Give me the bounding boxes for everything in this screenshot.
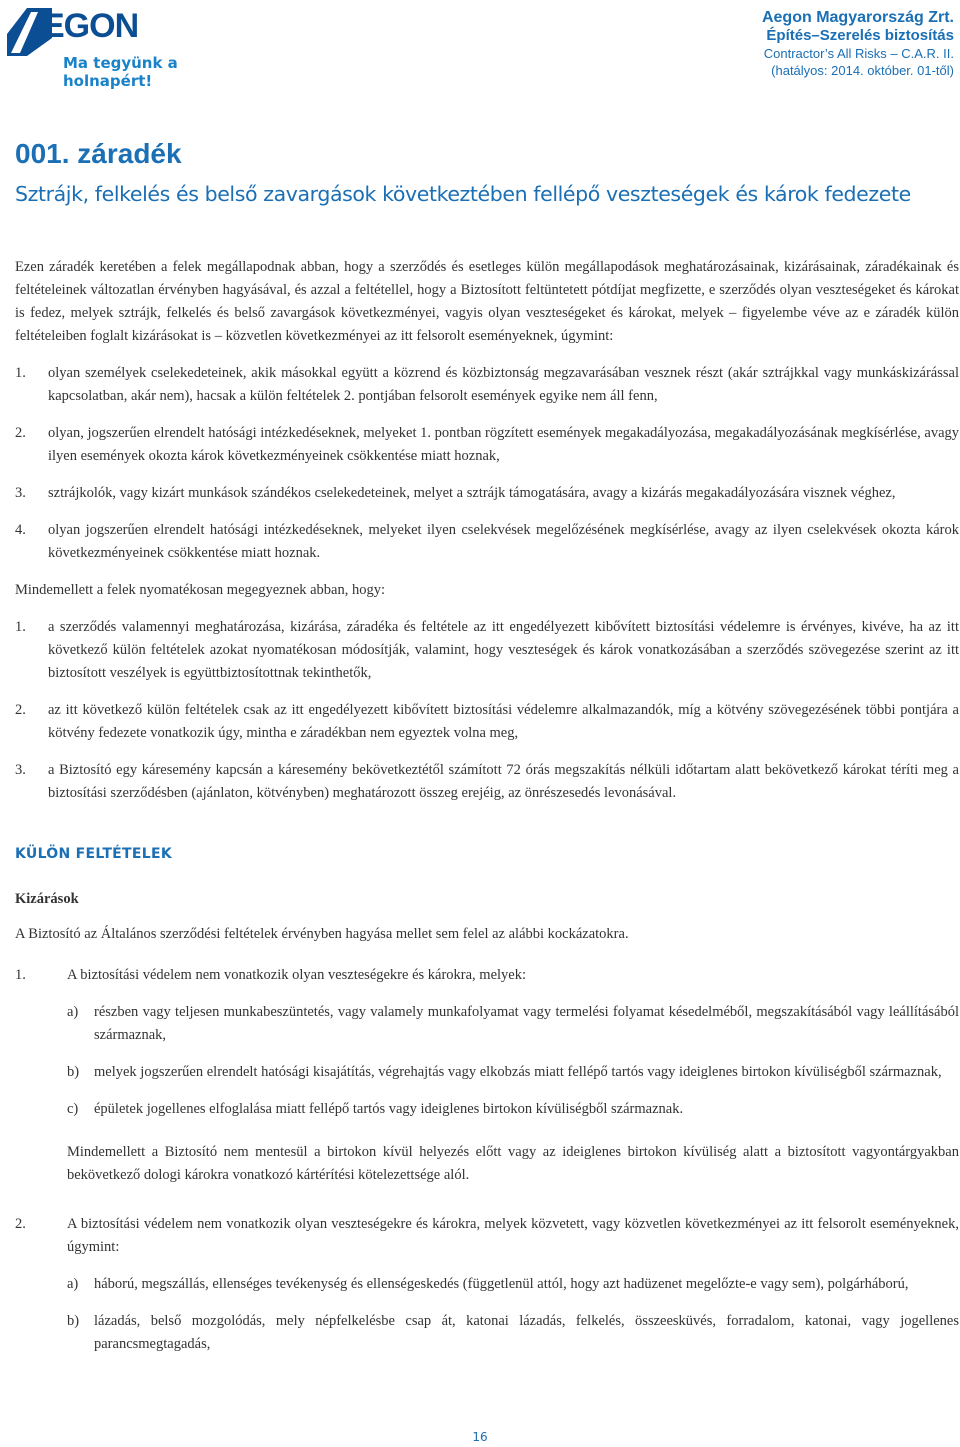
clause-title: Sztrájk, felkelés és belső zavargások következtében fellépő veszteségek és károk fedezete [15,182,911,206]
list-text: a Biztosító egy káresemény kapcsán a káresemény bekövetkeztétől számított 72 órás megszakítás nélküli időtartam alatt bekövetkező károkat téríti meg a biztosítási szerződésben (ajánlaton, kötvényben) meghatározott összeg erejéig, az önrészesedés levonásával. [48,762,959,801]
aegon-logo [0,0,240,90]
page-number: 16 [472,1430,488,1444]
list-item [15,759,959,805]
company-name: Aegon Magyarország Zrt. [761,9,954,26]
logo-text: EGON [42,7,139,45]
list-number: 2. [15,702,26,718]
list-text: olyan személyek cselekedeteinek, akik másokkal együtt a közrend és közbiztonság megzavarásában vesznek részt (akár sztrájkkal vagy munkáskizárással kapcsolatban, akár nem), hacsak a külön feltételek 2. pontjában felsorolt események egyike nem áll fenn, [48,365,959,404]
intro-paragraph: Ezen záradék keretében a felek megállapodnak abban, hogy a szerződés és esetleges külön megállapodások meghatározásainak, kizárásainak, záradékainak és feltételeinek változatlan érvényben hagyásával, és azzal a feltétellel, hogy a Biztosított feltüntetett pótdíjat megfizette, e szerződés olyan veszteségeket és károkat is fedez, melyek sztrájk, felkelés és belső zavargások következményei, vagyis olyan veszteségeket és károkat, melyek – figyelembe véve az e záradék külön feltételeiben foglalt kizárásokat is – közvetlen következményei az itt felsorolt eseményeknek, úgymint: [15,259,959,344]
list-text: olyan jogszerűen elrendelt hatósági intézkedéseknek, melyeket ilyen cselekvések megelőzésének megkísérlése, avagy az ilyen cselekvések okozta károk következményeinek csökkentése miatt hoznak. [48,522,959,561]
list-item [15,699,959,745]
list-item [15,616,959,685]
product-name: Építés–Szerelés biztosítás [766,27,954,44]
exclusion-note: Mindemellett a Biztosító nem mentesül a birtokon kívül helyezés előtt vagy az ideiglenes birtokon kívüliség alatt a biztosított vagyontárgyakban bekövetkező dologi károkra vonatkozó kártérítési kötelezettsége alól. [67,1144,959,1183]
sub-item [15,1310,959,1356]
sub-text: melyek jogszerűen elrendelt hatósági kisajátítás, végrehajtás vagy elkobzás miatt fellépő tartós vagy ideiglenes birtokon kívüliségből származnak, [94,1064,942,1080]
sub-label: a) [67,1276,79,1292]
sub-label: b) [67,1064,80,1080]
document-header-info [762,8,954,79]
sub-item [15,1061,959,1084]
sub-text: épületek jogellenes elfoglalása miatt fellépő tartós vagy ideiglenes birtokon kívüliségből származnak. [94,1101,684,1117]
list-text: a szerződés valamennyi meghatározása, kizárása, záradéka és feltétele az itt engedélyezett kibővített biztosítási védelemre is érvényes, kivéve, ha az itt következő külön feltételek azokat nyomatékosan módosítják, valamint, hogy veszteségek és károk vonatkozásában a szerződés szövegezése szerint az itt biztosított veszélyek is együttbiztosítottnak tekinthetők, [48,619,959,681]
list-number: 2. [15,425,26,441]
list-text: sztrájkolók, vagy kizárt munkások szándékos cselekedeteinek, melyet a sztrájk támogatására, avagy a kizárás megakadályozására visznek véghez, [48,485,896,501]
list-item [15,362,959,408]
agreement-intro: Mindemellett a felek nyomatékosan megegyeznek abban, hogy: [15,582,386,598]
list-text: A biztosítási védelem nem vonatkozik olyan veszteségekre és károkra, melyek: [67,967,527,983]
sub-label: c) [67,1101,79,1117]
list-number: 1. [15,619,26,635]
exclusions-heading: Kizárások [15,891,79,907]
list-number: 4. [15,522,26,538]
exclusion-item [15,964,959,987]
document-body [15,256,959,1370]
list-text: az itt következő külön feltételek csak az itt engedélyezett kibővített biztosítási védelemre alkalmazandók, míg a kötvény szövegezésének többi pontjára a kötvény fedezete vonatkozik úgy, mintha e záradékban nem egyeztek volna meg, [48,702,959,741]
sub-text: lázadás, belső mozgolódás, mely népfelkelésbe csap át, katonai lázadás, felkelés, összeesküvés, forradalom, katonai, vagy jogellenes parancsmegtagadás, [94,1313,959,1352]
list-text: olyan, jogszerűen elrendelt hatósági intézkedéseknek, melyeket 1. pontban rögzített események megakadályozása, megakadályozásának megkísérlése, avagy ilyen események okozta károk következményeinek csökkentése miatt hoznak, [48,425,959,464]
exclusions-intro: A Biztosító az Általános szerződési feltételek érvényben hagyása mellet sem felel az alábbi kockázatokra. [15,926,629,942]
list-number: 2. [15,1216,26,1232]
list-item [15,519,959,565]
effective-date: (hatályos: 2014. október. 01-től) [771,63,954,78]
list-number: 1. [15,365,26,381]
sub-item [15,1273,959,1296]
list-text: A biztosítási védelem nem vonatkozik olyan veszteségekre és károkra, melyek közvetett, vagy közvetlen következményei az itt felsorolt eseményeknek, úgymint: [67,1216,959,1255]
sub-item [15,1098,959,1121]
sub-label: a) [67,1004,79,1020]
product-name-en: Contractor’s All Risks – C.A.R. II. [763,46,954,61]
list-number: 3. [15,762,26,778]
sub-text: részben vagy teljesen munkabeszüntetés, vagy valamely munkafolyamat vagy termelési folyamat késedelméből, megszakításából vagy leállításából származnak, [94,1004,959,1043]
exclusion-item [15,1213,959,1259]
sub-label: b) [67,1313,80,1329]
clause-number: 001. záradék [15,138,182,169]
list-item [15,482,959,505]
list-number: 3. [15,485,26,501]
sub-text: háború, megszállás, ellenséges tevékenység és ellenségeskedés (függetlenül attól, hogy azt hadüzenet megelőzte-e vagy sem), polgárháború, [94,1276,909,1292]
list-item [15,422,959,468]
logo-tagline: Ma tegyünk a holnapért! [63,54,178,90]
sub-item [15,1001,959,1047]
special-conditions-heading: KÜLÖN FELTÉTELEK [15,846,172,862]
list-number: 1. [15,967,26,983]
